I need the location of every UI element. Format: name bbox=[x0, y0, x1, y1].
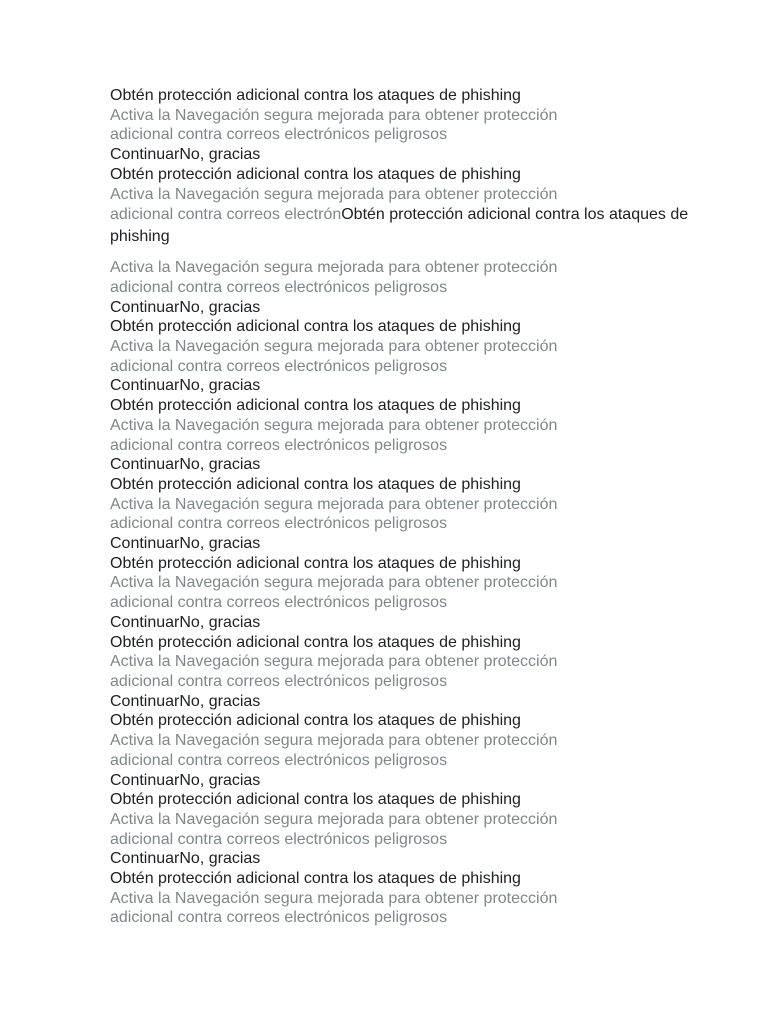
prompt-actions bbox=[110, 298, 690, 318]
prompt-description-truncated: adicional contra correos electrón bbox=[110, 206, 342, 224]
prompt-title: Obtén protección adicional contra los ataques de phishing bbox=[110, 633, 521, 651]
phishing-prompt bbox=[110, 711, 690, 790]
prompt-title: Obtén protección adicional contra los ataques de phishing bbox=[110, 870, 521, 888]
prompt-description-line1: Activa la Navegación segura mejorada para obtener protección bbox=[110, 416, 558, 434]
continue-button[interactable]: Continuar bbox=[110, 692, 180, 710]
prompt-description-line1: Activa la Navegación segura mejorada para obtener protección bbox=[110, 889, 558, 907]
continue-button[interactable]: Continuar bbox=[110, 298, 180, 316]
prompt-title: Obtén protección adicional contra los ataques de phishing bbox=[110, 318, 521, 336]
decline-button[interactable]: No, gracias bbox=[179, 613, 261, 631]
phishing-prompt bbox=[110, 396, 690, 475]
phishing-prompt bbox=[110, 475, 690, 554]
prompt-description-line1: Activa la Navegación segura mejorada para obtener protección bbox=[110, 185, 558, 203]
prompt-actions bbox=[110, 849, 690, 869]
prompt-description-overlap bbox=[110, 204, 690, 248]
prompt-title: Obtén protección adicional contra los ataques de phishing bbox=[110, 791, 521, 809]
decline-button[interactable]: No, gracias bbox=[179, 456, 261, 474]
decline-button[interactable]: No, gracias bbox=[179, 535, 261, 553]
prompt-description-line2: adicional contra correos electrónicos peligrosos bbox=[110, 672, 448, 690]
prompt-title: Obtén protección adicional contra los ataques de phishing bbox=[110, 397, 521, 415]
prompt-description-line2: adicional contra correos electrónicos peligrosos bbox=[110, 594, 448, 612]
prompt-description-line2: adicional contra correos electrónicos peligrosos bbox=[110, 909, 448, 927]
phishing-prompt bbox=[110, 165, 690, 318]
prompt-description-line1: Activa la Navegación segura mejorada para obtener protección bbox=[110, 574, 558, 592]
document-page bbox=[110, 86, 690, 928]
decline-button[interactable]: No, gracias bbox=[179, 298, 261, 316]
prompt-description-line1: Activa la Navegación segura mejorada para obtener protección bbox=[110, 338, 558, 356]
prompt-description-line2: adicional contra correos electrónicos peligrosos bbox=[110, 751, 448, 769]
prompt-description-line2: adicional contra correos electrónicos peligrosos bbox=[110, 126, 448, 144]
prompt-title: Obtén protección adicional contra los ataques de phishing bbox=[110, 87, 521, 104]
prompt-description-line1: Activa la Navegación segura mejorada para obtener protección bbox=[110, 106, 558, 124]
continue-button[interactable]: Continuar bbox=[110, 456, 180, 474]
prompt-description-line2: adicional contra correos electrónicos peligrosos bbox=[110, 278, 448, 296]
prompt-description-line1: Activa la Navegación segura mejorada para obtener protección bbox=[110, 653, 558, 671]
decline-button[interactable]: No, gracias bbox=[179, 771, 261, 789]
prompt-title: Obtén protección adicional contra los ataques de phishing bbox=[110, 712, 521, 730]
phishing-prompt bbox=[110, 790, 690, 869]
prompt-description-line2: adicional contra correos electrónicos peligrosos bbox=[110, 830, 448, 848]
decline-button[interactable]: No, gracias bbox=[179, 692, 261, 710]
decline-button[interactable]: No, gracias bbox=[179, 377, 261, 395]
prompt-description-line1: Activa la Navegación segura mejorada para obtener protección bbox=[110, 495, 558, 513]
spacer bbox=[110, 248, 690, 258]
continue-button[interactable]: Continuar bbox=[110, 377, 180, 395]
phishing-prompt bbox=[110, 86, 690, 165]
prompt-title: Obtén protección adicional contra los ataques de phishing bbox=[110, 475, 521, 493]
continue-button[interactable]: Continuar bbox=[110, 613, 180, 631]
prompt-description-line1: Activa la Navegación segura mejorada para obtener protección bbox=[110, 810, 558, 828]
phishing-prompt bbox=[110, 554, 690, 633]
prompt-actions bbox=[110, 692, 690, 712]
prompt-title: Obtén protección adicional contra los ataques de phishing bbox=[110, 165, 521, 183]
prompt-title: Obtén protección adicional contra los ataques de phishing bbox=[110, 554, 521, 572]
prompt-description-line1: Activa la Navegación segura mejorada para obtener protección bbox=[110, 259, 558, 277]
continue-button[interactable]: Continuar bbox=[110, 146, 180, 164]
continue-button[interactable]: Continuar bbox=[110, 535, 180, 553]
phishing-prompt bbox=[110, 317, 690, 396]
prompt-actions bbox=[110, 613, 690, 633]
prompt-actions bbox=[110, 455, 690, 475]
prompt-actions bbox=[110, 534, 690, 554]
prompt-actions bbox=[110, 145, 690, 165]
prompt-description-line2: adicional contra correos electrónicos peligrosos bbox=[110, 436, 448, 454]
continue-button[interactable]: Continuar bbox=[110, 771, 180, 789]
prompt-actions bbox=[110, 771, 690, 791]
phishing-prompt bbox=[110, 869, 690, 928]
decline-button[interactable]: No, gracias bbox=[179, 850, 261, 868]
continue-button[interactable]: Continuar bbox=[110, 850, 180, 868]
prompt-description-line1: Activa la Navegación segura mejorada para obtener protección bbox=[110, 732, 558, 750]
decline-button[interactable]: No, gracias bbox=[179, 146, 261, 164]
prompt-actions bbox=[110, 376, 690, 396]
prompt-description-line2: adicional contra correos electrónicos peligrosos bbox=[110, 515, 448, 533]
phishing-prompt bbox=[110, 633, 690, 712]
prompt-title: Obtén protección adicional contra los ataques de phishing bbox=[110, 206, 689, 246]
prompt-description-line2: adicional contra correos electrónicos peligrosos bbox=[110, 357, 448, 375]
